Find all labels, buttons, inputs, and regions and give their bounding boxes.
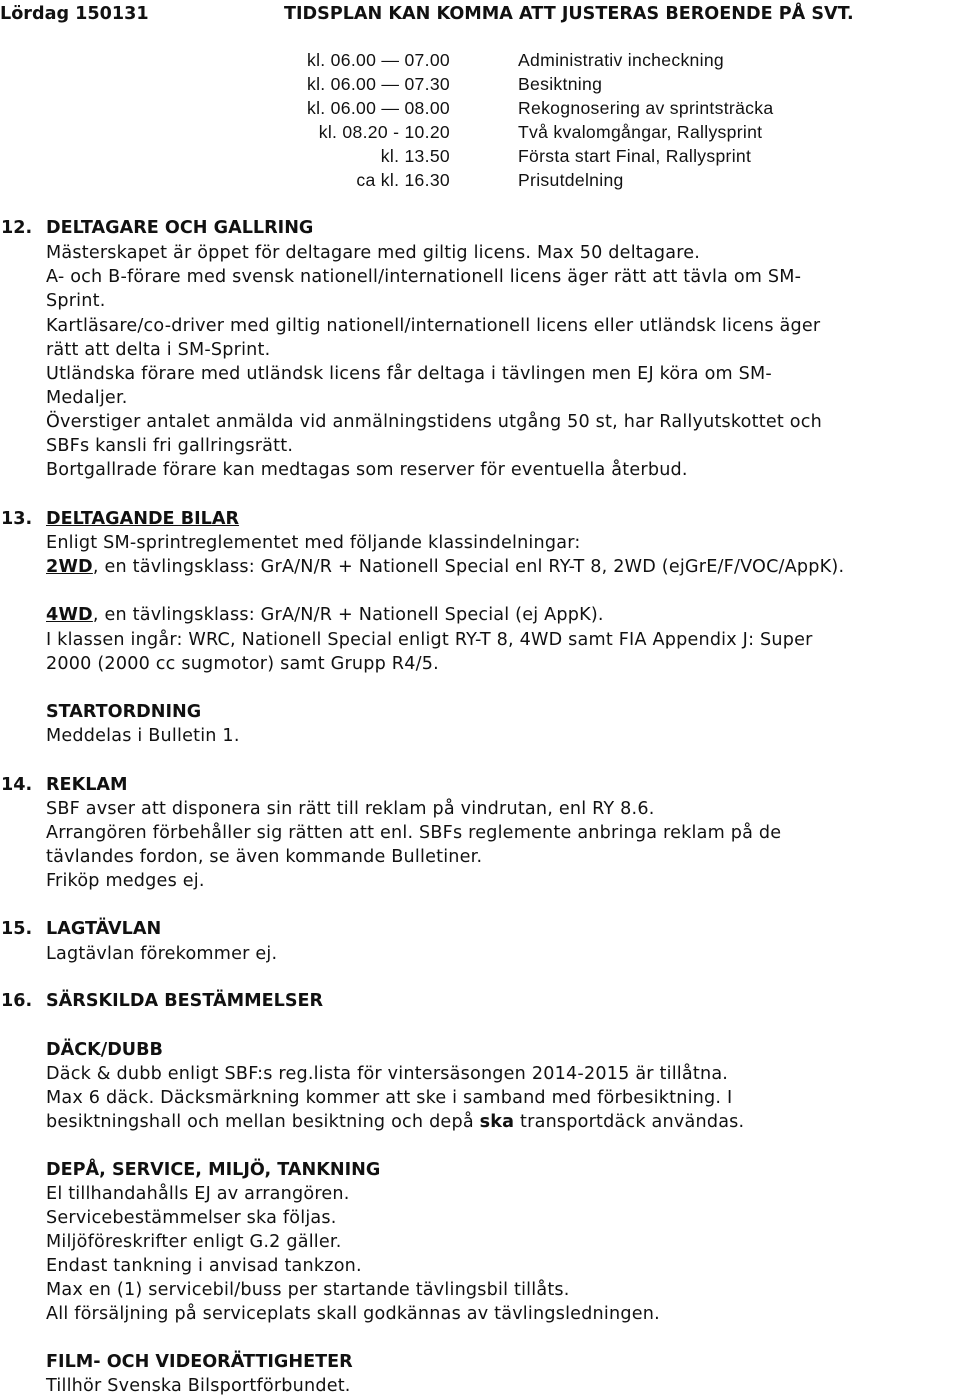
section-number: 15.	[1, 919, 33, 939]
paragraph-line: Endast tankning i anvisad tankzon.	[46, 1256, 362, 1276]
subsection-title: STARTORDNING	[46, 702, 202, 722]
paragraph-line: Sprint.	[46, 291, 106, 311]
section-number: 14.	[1, 775, 33, 795]
paragraph-line: A- och B-förare med svensk nationell/internationell licens äger rätt att tävla om SM-	[46, 267, 802, 287]
section-title: LAGTÄVLAN	[46, 919, 162, 939]
schedule-time: kl. 06.00 — 07.00	[306, 50, 450, 70]
section-number: 16.	[1, 991, 33, 1011]
paragraph-line: Meddelas i Bulletin 1.	[46, 726, 240, 746]
paragraph-line: Kartläsare/co-driver med giltig nationell/internationell licens eller utländsk licens äger	[46, 316, 821, 336]
paragraph-line: El tillhandahålls EJ av arrangören.	[46, 1184, 350, 1204]
schedule-activity: Första start Final, Rallysprint	[518, 146, 752, 166]
class-2wd-line	[46, 555, 844, 579]
text-span: besiktningshall och mellan besiktning och depå	[46, 1112, 480, 1132]
section-title: DELTAGARE OCH GALLRING	[46, 218, 314, 238]
paragraph-line: Medaljer.	[46, 388, 128, 408]
paragraph-line: Arrangören förbehåller sig rätten att enl. SBFs reglemente anbringa reklam på de	[46, 823, 782, 843]
schedule-activity: Administrativ incheckning	[518, 50, 725, 70]
paragraph-line: Max en (1) servicebil/buss per startande tävlingsbil tillåts.	[46, 1280, 570, 1300]
schedule-time: kl. 06.00 — 07.30	[306, 74, 450, 94]
paragraph-line: Lagtävlan förekommer ej.	[46, 944, 278, 964]
paragraph-line: Utländska förare med utländsk licens får deltaga i tävlingen men EJ köra om SM-	[46, 364, 772, 384]
class-2wd-text: , en tävlingsklass: GrA/N/R + Nationell Special enl RY-T 8, 2WD (ejGrE/F/VOC/AppK).	[92, 557, 845, 577]
subsection-title: DEPÅ, SERVICE, MILJÖ, TANKNING	[46, 1160, 381, 1180]
text-span: transportdäck användas.	[514, 1112, 745, 1132]
schedule-time: kl. 13.50	[380, 146, 450, 166]
paragraph-line: Friköp medges ej.	[46, 871, 205, 891]
paragraph-line: SBF avser att disponera sin rätt till reklam på vindrutan, enl RY 8.6.	[46, 799, 655, 819]
class-4wd-line	[46, 603, 604, 627]
paragraph-line: Överstiger antalet anmälda vid anmälningstidens utgång 50 st, har Rallyutskottet och	[46, 412, 822, 432]
subsection-title: FILM- OCH VIDEORÄTTIGHETER	[46, 1352, 353, 1372]
paragraph-line: Servicebestämmelser ska följas.	[46, 1208, 337, 1228]
paragraph-line: Mästerskapet är öppet för deltagare med giltig licens. Max 50 deltagare.	[46, 243, 701, 263]
section-title: SÄRSKILDA BESTÄMMELSER	[46, 991, 324, 1011]
schedule-activity: Två kvalomgångar, Rallysprint	[518, 122, 763, 142]
class-4wd-text: , en tävlingsklass: GrA/N/R + Nationell Special (ej AppK).	[92, 605, 604, 625]
schedule-activity: Prisutdelning	[518, 170, 624, 190]
schedule-activity: Besiktning	[518, 74, 603, 94]
schedule-activity: Rekognosering av sprintsträcka	[518, 98, 774, 118]
paragraph-line: tävlandes fordon, se även kommande Bulletiner.	[46, 847, 483, 867]
section-number: 12.	[1, 218, 33, 238]
subsection-title: DÄCK/DUBB	[46, 1040, 163, 1060]
schedule-time: ca kl. 16.30	[356, 170, 450, 190]
schedule-time: kl. 06.00 — 08.00	[306, 98, 450, 118]
paragraph-line: Däck & dubb enligt SBF:s reg.lista för vintersäsongen 2014-2015 är tillåtna.	[46, 1064, 729, 1084]
schedule-notice: TIDSPLAN KAN KOMMA ATT JUSTERAS BEROENDE PÅ SVT.	[284, 4, 854, 24]
schedule-day: Lördag 150131	[0, 4, 149, 24]
class-2wd-label: 2WD	[46, 557, 93, 577]
paragraph-line: All försäljning på serviceplats skall godkännas av tävlingsledningen.	[46, 1304, 660, 1324]
paragraph-line: Enligt SM-sprintreglementet med följande klassindelningar:	[46, 533, 581, 553]
paragraph-line: Miljöföreskrifter enligt G.2 gäller.	[46, 1232, 342, 1252]
paragraph-line	[46, 1110, 744, 1134]
paragraph-line: 2000 (2000 cc sugmotor) samt Grupp R4/5.	[46, 654, 439, 674]
section-number: 13.	[1, 509, 33, 529]
section-title: REKLAM	[46, 775, 128, 795]
section-title: DELTAGANDE BILAR	[46, 509, 240, 529]
paragraph-line: Bortgallrade förare kan medtagas som reserver för eventuella återbud.	[46, 460, 688, 480]
paragraph-line: SBFs kansli fri gallringsrätt.	[46, 436, 294, 456]
paragraph-line: rätt att delta i SM-Sprint.	[46, 340, 271, 360]
paragraph-line: I klassen ingår: WRC, Nationell Special enligt RY-T 8, 4WD samt FIA Appendix J: Super	[46, 630, 813, 650]
schedule-time: kl. 08.20 - 10.20	[318, 122, 450, 142]
paragraph-line: Max 6 däck. Däcksmärkning kommer att ske i samband med förbesiktning. I	[46, 1088, 733, 1108]
emphasis-span: ska	[479, 1112, 515, 1132]
class-4wd-label: 4WD	[46, 605, 93, 625]
paragraph-line: Tillhör Svenska Bilsportförbundet.	[46, 1376, 351, 1396]
